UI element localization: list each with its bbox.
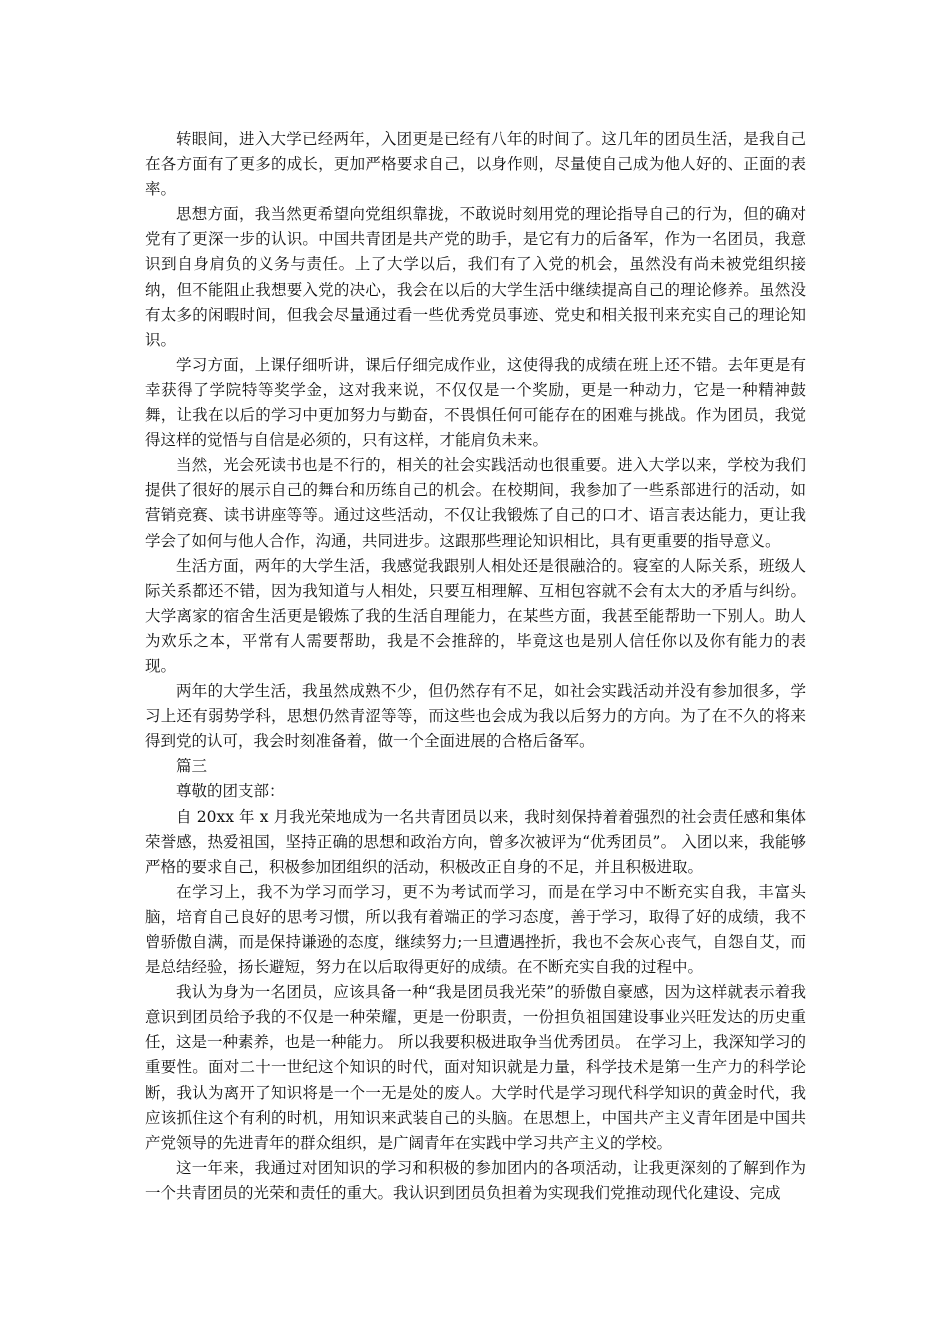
salutation: 尊敬的团支部： [176, 782, 285, 801]
paragraph: 转眼间，进入大学已经两年，入团更是已经有八年的时间了。这几年的团员生活，是我自己在各方面有了更多的成长，更加严格要求自己，以身作则，尽量使自己成为他人好的、正面的表率。 [145, 130, 806, 199]
paragraph: 两年的大学生活，我虽然成熟不少，但仍然存有不足，如社会实践活动并没有参加很多，学习上还有弱势学科，思想仍然青涩等等，而这些也会成为我以后努力的方向。为了在不久的将来得到党的认可，我会时刻准备着，做一个全面进展的合格后备军。 [145, 682, 806, 751]
paragraph: 学习方面，上课仔细听讲，课后仔细完成作业，这使得我的成绩在班上还不错。去年更是有幸获得了学院特等奖学金，这对我来说，不仅仅是一个奖励，更是一种动力，它是一种精神鼓舞，让我在以后的学习中更加努力与勤奋，不畏惧任何可能存在的困难与挑战。作为团员，我觉得这样的觉悟与自信是必须的，只有这样，才能肩负未来。 [145, 355, 806, 450]
section-heading: 篇三 [176, 757, 208, 776]
paragraph: 这一年来，我通过对团知识的学习和积极的参加团内的各项活动，让我更深刻的了解到作为一个共青团员的光荣和责任的重大。我认识到团员负担着为实现我们党推动现代化建设、完成 [145, 1158, 806, 1202]
paragraph: 思想方面，我当然更希望向党组织靠拢，不敢说时刻用党的理论指导自己的行为，但的确对党有了更深一步的认识。中国共青团是共产党的助手，是它有力的后备军，作为一名团员，我意识到自身肩负的义务与责任。上了大学以后，我们有了入党的机会，虽然没有尚未被党组织接纳，但不能阻止我想要入党的决心，我会在以后的大学生活中继续提高自己的理论修养。虽然没有太多的闲暇时间，但我会尽量通过看一些优秀党员事迹、党史和相关报刊来充实自己的理论知识。 [145, 205, 806, 349]
paragraph: 在学习上，我不为学习而学习，更不为考试而学习，而是在学习中不断充实自我，丰富头脑，培育自己良好的思考习惯，所以我有着端正的学习态度，善于学习，取得了好的成绩，我不曾骄傲自满，而是保持谦逊的态度，继续努力;一旦遭遇挫折，我也不会灰心丧气，自怨自艾，而是总结经验，扬长避短，努力在以后取得更好的成绩。在不断充实自我的过程中。 [145, 882, 806, 977]
paragraph: 生活方面，两年的大学生活，我感觉我跟别人相处还是很融洽的。寝室的人际关系，班级人际关系都还不错，因为我知道与人相处，只要互相理解、互相包容就不会有太大的矛盾与纠纷。大学离家的宿舍生活更是锻炼了我的生活自理能力，在某些方面，我甚至能帮助一下别人。助人为欢乐之本，平常有人需要帮助，我是不会推辞的，毕竟这也是别人信任你以及你有能力的表现。 [145, 556, 806, 675]
document-body [145, 127, 806, 1206]
paragraph: 当然，光会死读书也是不行的，相关的社会实践活动也很重要。进入大学以来，学校为我们提供了很好的展示自己的舞台和历练自己的机会。在校期间，我参加了一些系部进行的活动，如营销竞赛、读书讲座等等。通过这些活动，不仅让我锻炼了自己的口才、语言表达能力，更让我学会了如何与他人合作，沟通，共同进步。这跟那些理论知识相比，具有更重要的指导意义。 [145, 456, 806, 550]
paragraph: 自 20xx 年 x 月我光荣地成为一名共青团员以来，我时刻保持着着强烈的社会责任感和集体荣誉感，热爱祖国，坚持正确的思想和政治方向，曾多次被评为“优秀团员”。 入团以来，我能够严格的要求自己，积极参加团组织的活动，积极改正自身的不足，并且积极进取。 [145, 807, 806, 876]
paragraph: 我认为身为一名团员，应该具备一种“我是团员我光荣”的骄傲自豪感，因为这样就表示着我意识到团员给予我的不仅是一种荣耀，更是一份职责，一份担负祖国建设事业兴旺发达的历史重任，这是一种素养，也是一种能力。 所以我要积极进取争当优秀团员。 在学习上，我深知学习的重要性。面对二十一世纪这个知识的时代，面对知识就是力量，科学技术是第一生产力的科学论断，我认为离开了知识将是一个一无是处的废人。大学时代是学习现代科学知识的黄金时代，我应该抓住这个有利的时机，用知识来武装自己的头脑。在思想上，中国共产主义青年团是中国共产党领导的先进青年的群众组织，是广阔青年在实践中学习共产主义的学校。 [145, 983, 806, 1152]
